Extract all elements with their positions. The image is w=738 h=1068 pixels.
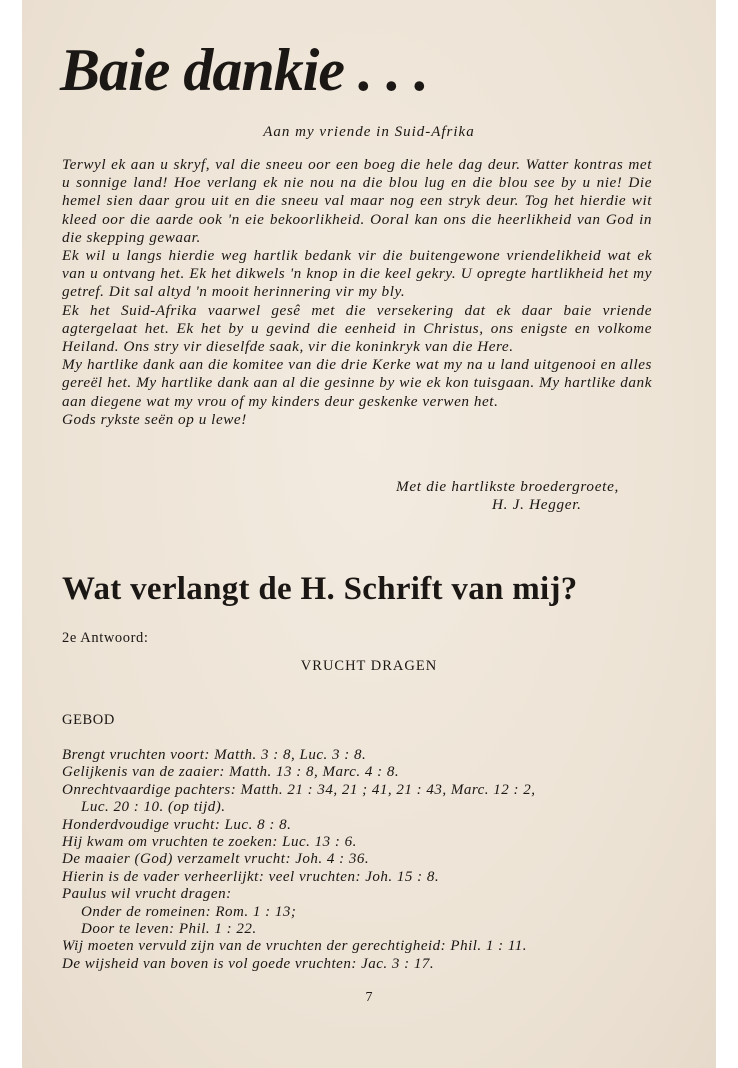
letter-paragraph: Ek wil u langs hierdie weg hartlik bedank vir die buitengewone vriendelikheid wat ek van u ontvang het. Ek het dikwels 'n knop in die keel gekry. U opregte hartlikheid het my getref. Dit sal altyd 'n mooit herinnering vir my bly. <box>62 247 652 301</box>
magazine-page <box>22 0 716 1068</box>
reference-line: Brengt vruchten voort: Matth. 3 : 8, Luc. 3 : 8. <box>62 747 367 763</box>
letter-paragraph: Ek het Suid-Afrika vaarwel gesê met die versekering dat ek daar baie vriende agtergelaat het. Ek het by u gevind die eenheid in Christus, ons enigste en volkome Heiland. Ons stry vir dieselfde saak, vir die koninkryk van die Here. <box>62 301 652 356</box>
reference-line: Door te leven: Phil. 1 : 22. <box>81 921 257 938</box>
scripture-references <box>62 747 682 973</box>
reference-line: De wijsheid van boven is vol goede vruchten: Jac. 3 : 17. <box>62 955 435 972</box>
answer-label: 2e Antwoord: <box>62 630 149 646</box>
letter-paragraph: Gods rykste seën op u lewe! <box>62 410 247 428</box>
answer-heading: VRUCHT DRAGEN <box>300 658 438 674</box>
reference-line: Wij moeten vervuld zijn van de vruchten der gerechtigheid: Phil. 1 : 11. <box>62 938 528 955</box>
article-subtitle: Aan my vriende in Suid-Afrika <box>263 124 475 140</box>
letter-body <box>62 156 652 429</box>
reference-line: Luc. 20 : 10. (op tijd). <box>81 799 226 816</box>
closing-line: Met die hartlikste broedergroete, <box>396 478 620 495</box>
reference-line: Onder de romeinen: Rom. 1 : 13; <box>81 903 297 920</box>
reference-line: Honderdvoudige vrucht: Luc. 8 : 8. <box>62 816 292 833</box>
section-title: Wat verlangt de H. Schrift van mij? <box>62 571 578 607</box>
reference-line: Hij kwam om vruchten te zoeken: Luc. 13 : 6. <box>62 834 357 851</box>
reference-line: Paulus wil vrucht dragen: <box>62 886 232 903</box>
gebod-heading: GEBOD <box>62 712 115 728</box>
reference-line: Hierin is de vader verheerlijkt: veel vruchten: Joh. 15 : 8. <box>62 868 440 885</box>
reference-line: Gelijkenis van de zaaier: Matth. 13 : 8, Marc. 4 : 8. <box>62 764 400 781</box>
page-number: 7 <box>365 990 373 1005</box>
reference-line: Onrechtvaardige pachters: Matth. 21 : 34, 21 ; 41, 21 : 43, Marc. 12 : 2, <box>62 781 536 798</box>
letter-paragraph: Terwyl ek aan u skryf, val die sneeu oor een boeg die hele dag deur. Watter kontras met u sonnige land! Hoe verlang ek nie nou na die blou lug en die blou see by u nie! Die hemel sien daar grou uit en die sneeu val maar nog een stryk deur. Tog het hierdie wit kleed oor die aarde ook 'n eie bekoorlikheid. Ooral kan ons die heerlikheid van God in die skepping gewaar. <box>62 156 652 246</box>
signature: H. J. Hegger. <box>492 496 582 514</box>
letter-paragraph: My hartlike dank aan die komitee van die drie Kerke wat my na u land uitgenooi en alles gereël het. My hartlike dank aan al die gesinne by wie ek kon tuisgaan. My hartlike dank aan diegene wat my vrou of my kinders deur geskenke verwen het. <box>62 356 652 410</box>
letter-signoff <box>396 478 619 514</box>
article-title: Baie dankie . . . <box>60 37 428 103</box>
reference-line: De maaier (God) verzamelt vrucht: Joh. 4 : 36. <box>62 851 370 868</box>
